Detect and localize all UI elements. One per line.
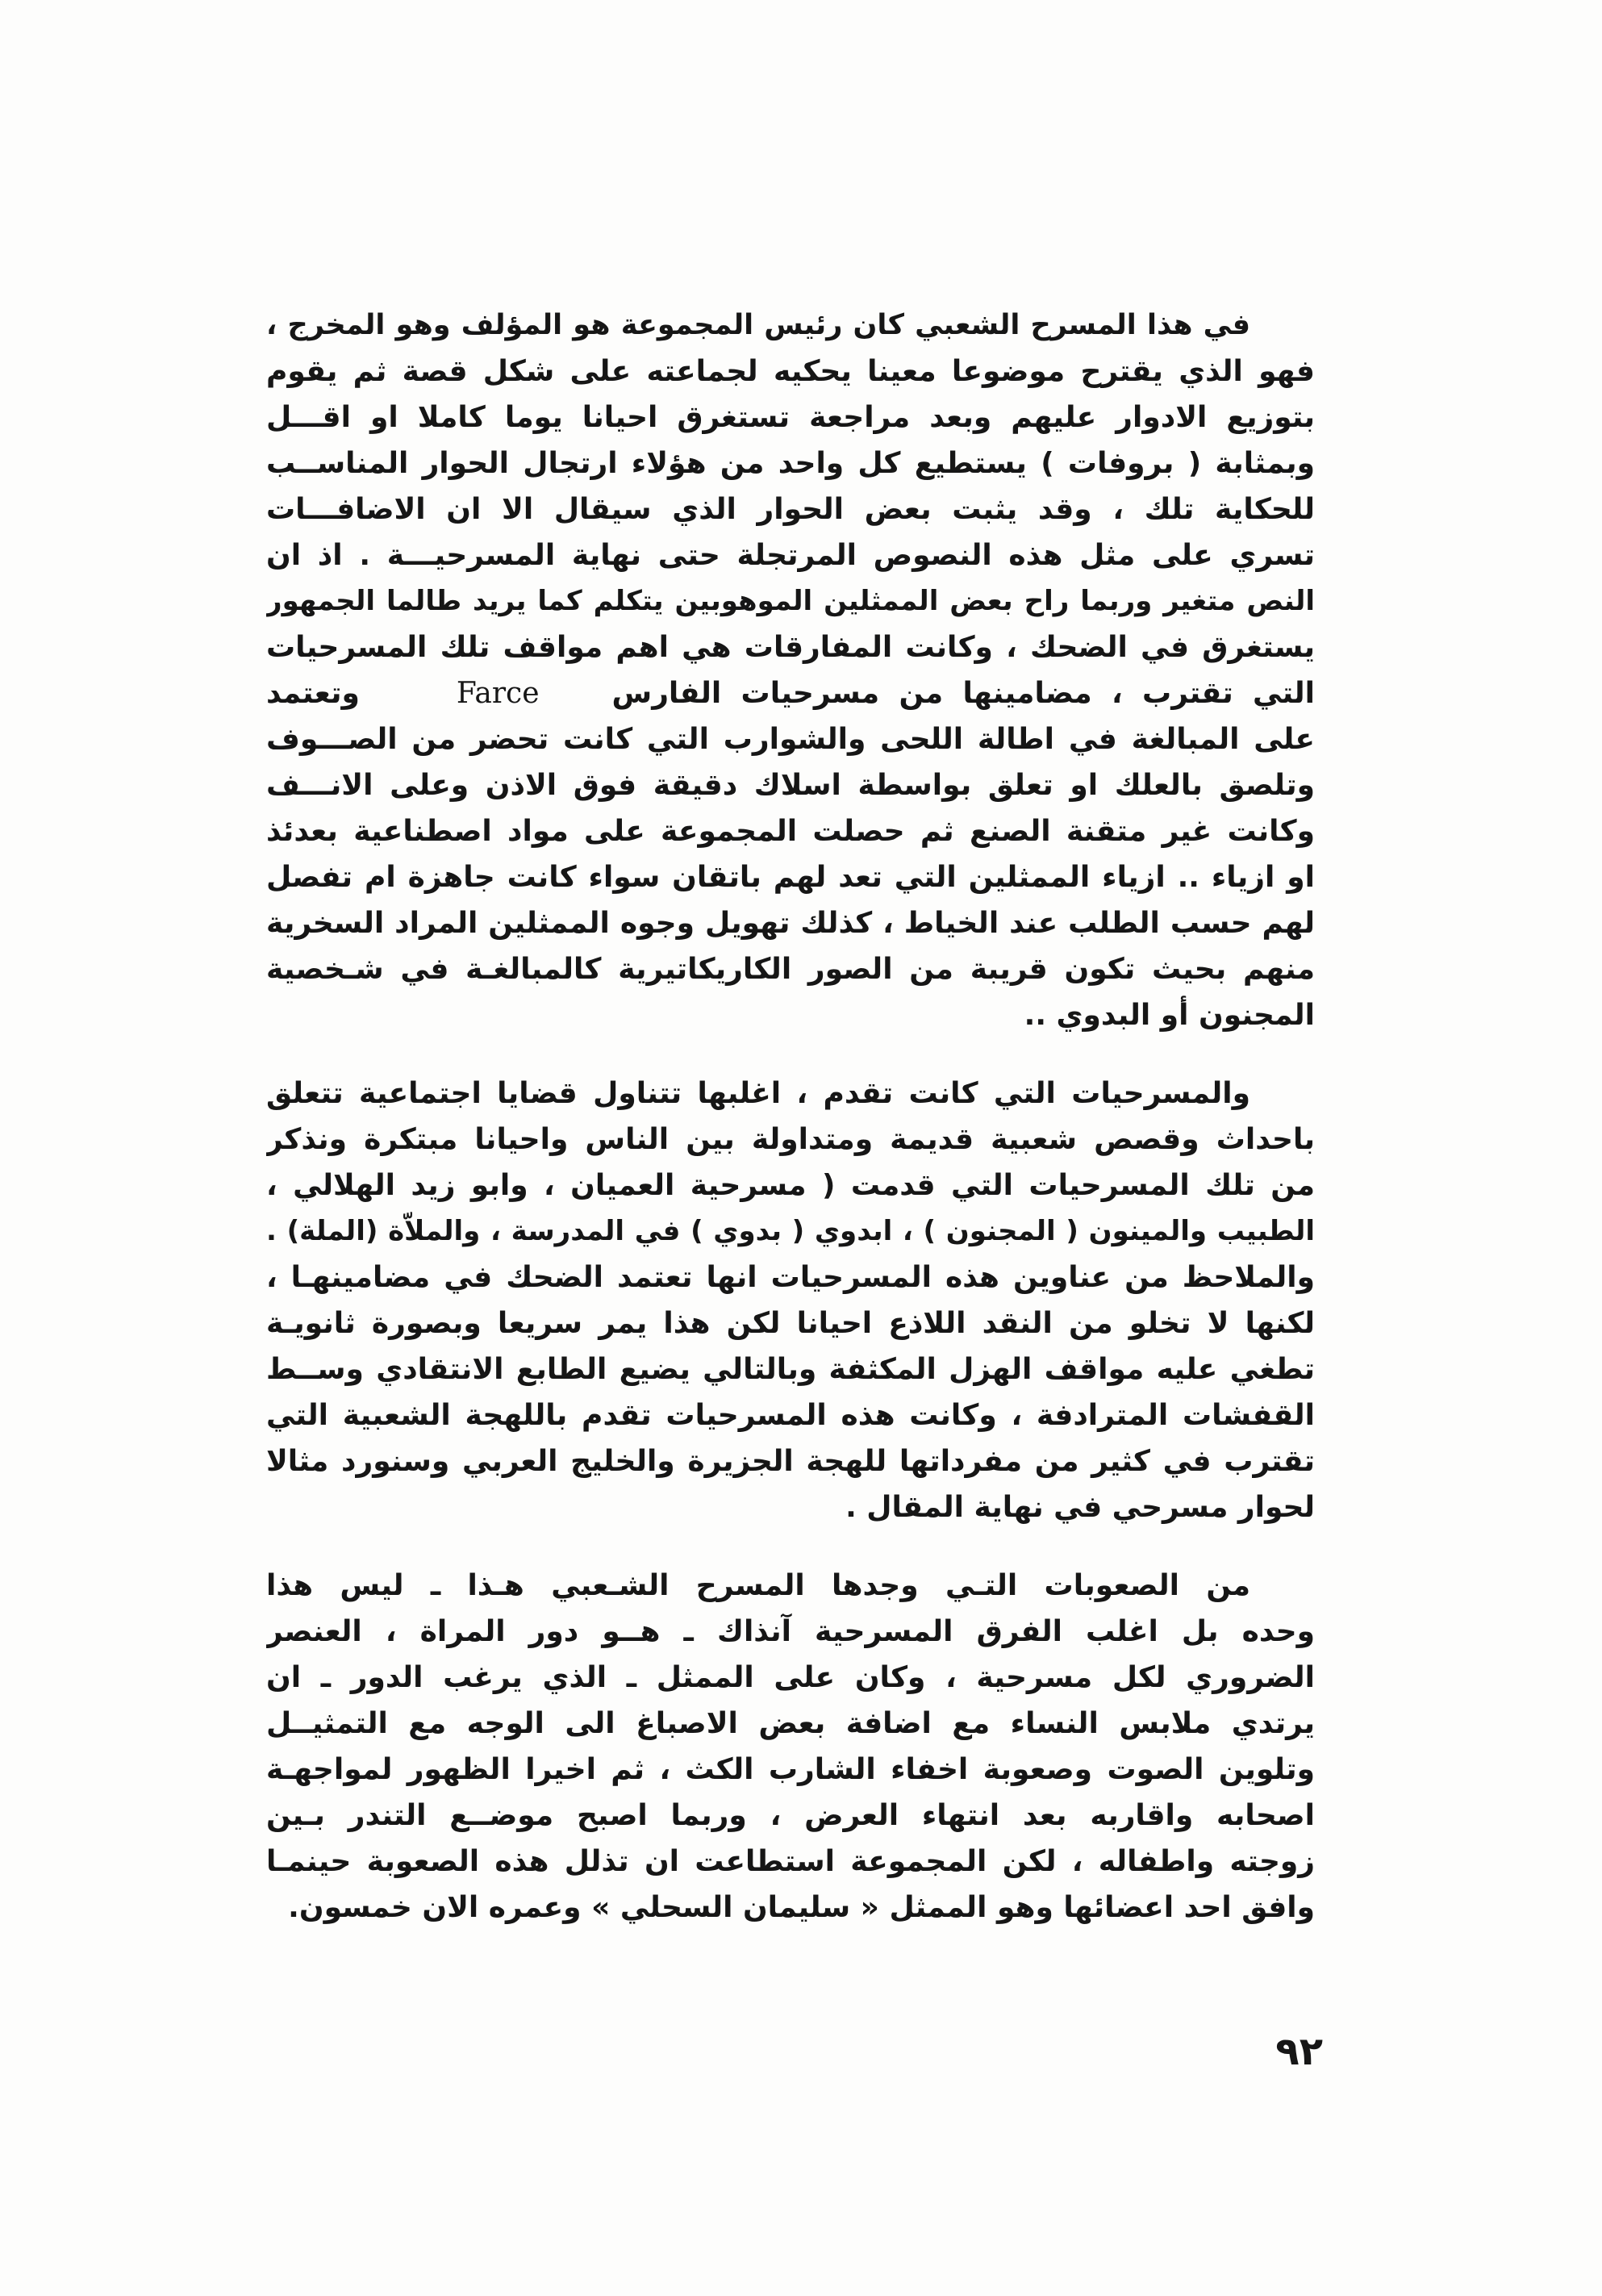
text-line: على المبالغة في اطالة اللحى والشوارب التي كانت تحضر من الصـــوف xyxy=(266,723,1315,756)
text-line: النص متغير وربما راح بعض الممثلين الموهوبين يتكلم كما يريد طالما الجمهور xyxy=(266,585,1315,617)
text-line: القفشات المترادفة ، وكانت هذه المسرحيات تقدم باللهجة الشعبية التي xyxy=(266,1399,1315,1432)
page-number: ٩٢ xyxy=(1275,2029,1323,2074)
text-line: الطبيب والمينون ( المجنون ) ، ابدوي ( بدوي ) في المدرسة ، والملاّة (الملة) . xyxy=(266,1215,1315,1247)
text-line: المجنون أو البدوي .. xyxy=(1024,999,1315,1032)
text-line: لكنها لا تخلو من النقد اللاذع احيانا لكن هذا يمر سريعا وبصورة ثانويـة xyxy=(266,1307,1315,1340)
text-line: للحكاية تلك ، وقد يثبت بعض الحوار الذي سيقال الا ان الاضافـــات xyxy=(266,493,1315,526)
text-line: منهم بحيث تكون قريبة من الصور الكاريكاتيرية كالمبالغـة في شـخصية xyxy=(266,953,1315,986)
body-text xyxy=(266,303,1315,1963)
text-line: تسري على مثل هذه النصوص المرتجلة حتى نهاية المسرحيـــة . اذ ان xyxy=(266,539,1315,572)
text-line: باحداث وقصص شعبية قديمة ومتداولة بين الناس واحيانا مبتكرة ونذكر xyxy=(266,1123,1315,1156)
line-arabic: التي تقترب ، مضامينها من مسرحيات الفارس xyxy=(611,677,1315,710)
text-line: في هذا المسرح الشعبي كان رئيس المجموعة هو المؤلف وهو المخرج ، xyxy=(266,309,1250,341)
text-line: لحوار مسرحي في نهاية المقال . xyxy=(845,1491,1315,1524)
text-line: زوجته واطفاله ، لكن المجموعة استطاعت ان تذلل هذه الصعوبة حينمـا xyxy=(266,1845,1315,1878)
line-tail: وتعتمد xyxy=(266,677,360,710)
text-line: وكانت غير متقنة الصنع ثم حصلت المجموعة على مواد اصطناعية بعدئذ xyxy=(266,815,1315,848)
text-line: من الصعوبات التـي وجدها المسرح الشـعبي هـذا ـ ليس هذا xyxy=(266,1569,1250,1602)
text-line: وحده بل اغلب الفرق المسرحية آنذاك ـ هــو دور المراة ، العنصر xyxy=(266,1615,1315,1648)
text-line: او ازياء .. ازياء الممثلين التي تعد لهم باتقان سواء كانت جاهزة ام تفصل xyxy=(266,861,1315,894)
text-line: والملاحظ من عناوين هذه المسرحيات انها تعتمد الضحك في مضامينهـا ، xyxy=(266,1261,1315,1294)
text-line: الضروري لكل مسرحية ، وكان على الممثل ـ الذي يرغب الدور ـ ان xyxy=(266,1661,1315,1694)
text-line: اصحابه واقاربه بعد انتهاء العرض ، وربما اصبح موضــع التندر بـين xyxy=(266,1799,1315,1832)
text-line: تطغي عليه مواقف الهزل المكثفة وبالتالي يضيع الطابع الانتقادي وســط xyxy=(266,1353,1315,1386)
text-line: تقترب في كثير من مفرداتها للهجة الجزيرة والخليج العربي وسنورد مثالا xyxy=(266,1445,1315,1478)
text-line-with-latin xyxy=(266,670,1315,716)
text-line: وبمثابة ( بروفات ) يستطيع كل واحد من هؤلاء ارتجال الحوار المناســب xyxy=(266,447,1315,480)
paragraph-1 xyxy=(266,303,1315,1038)
text-line: لهم حسب الطلب عند الخياط ، كذلك تهويل وجوه الممثلين المراد السخرية xyxy=(266,907,1315,940)
text-line: وتلوين الصوت وصعوبة اخفاء الشارب الكث ، ثم اخيرا الظهور لمواجهـة xyxy=(266,1753,1315,1786)
text-line: يرتدي ملابس النساء مع اضافة بعض الاصباغ الى الوجه مع التمثيــل xyxy=(266,1707,1315,1740)
text-line: وتلصق بالعلك او تعلق بواسطة اسلاك دقيقة فوق الاذن وعلى الانـــف xyxy=(266,769,1315,802)
text-line: بتوزيع الادوار عليهم وبعد مراجعة تستغرق احيانا يوما كاملا او اقـــل xyxy=(266,401,1315,434)
paragraph-3 xyxy=(266,1563,1315,1931)
latin-term: Farce xyxy=(456,677,540,710)
text-line: من تلك المسرحيات التي قدمت ( مسرحية العميان ، وابو زيد الهلالي ، xyxy=(266,1169,1315,1202)
paragraph-2 xyxy=(266,1071,1315,1530)
text-line: وافق احد اعضائها وهو الممثل « سليمان السحلي » وعمره الان خمسون. xyxy=(288,1891,1315,1924)
text-line: والمسرحيات التي كانت تقدم ، اغلبها تتناول قضايا اجتماعية تتعلق xyxy=(266,1077,1250,1110)
text-line: يستغرق في الضحك ، وكانت المفارقات هي اهم مواقف تلك المسرحيات xyxy=(266,631,1315,664)
text-line: فهو الذي يقترح موضوعا معينا يحكيه لجماعته على شكل قصة ثم يقوم xyxy=(266,355,1315,388)
